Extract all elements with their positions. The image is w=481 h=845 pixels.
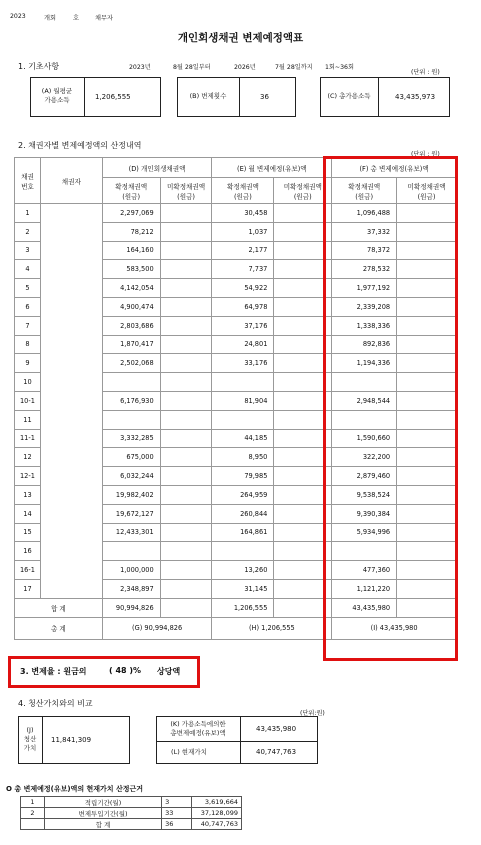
row-d-confirmed: 3,332,285 <box>102 429 160 448</box>
row-f-confirmed: 1,096,488 <box>332 204 397 223</box>
row-d-unconfirmed <box>160 523 212 542</box>
row-d-confirmed: 675,000 <box>102 448 160 467</box>
section2-heading: 2. 채권자별 변제예정액의 산정내역 <box>18 141 142 150</box>
sub-principal: (원금) <box>293 192 312 201</box>
row-d-unconfirmed <box>160 354 212 373</box>
total-g: (G) 90,994,826 <box>102 617 212 639</box>
pv-row-months: 3 <box>162 797 192 808</box>
col-creditor-header: 채권자 <box>40 158 102 204</box>
sub-header-d-confirmed <box>102 178 160 204</box>
total-label: 총 계 <box>15 617 103 639</box>
j-value: 11,841,309 <box>51 736 92 744</box>
subtotal-f: 43,435,980 <box>332 598 397 617</box>
row-d-unconfirmed <box>160 222 212 241</box>
c-value: 43,435,973 <box>395 93 436 101</box>
row-f-confirmed: 1,338,336 <box>332 316 397 335</box>
row-e-confirmed: 8,950 <box>212 448 274 467</box>
pv-total-label: 합 계 <box>44 819 161 830</box>
row-creditor <box>40 467 102 486</box>
header-ho: 호 <box>73 15 79 22</box>
col-f-header: (F) 총 변제예정(유보)액 <box>332 158 457 178</box>
col-e-header: (E) 월 변제예정(유보)액 <box>212 158 332 178</box>
row-d-confirmed <box>102 542 160 561</box>
row-creditor <box>40 485 102 504</box>
row-d-unconfirmed <box>160 467 212 486</box>
period-start-date: 8월 28일부터 <box>173 64 211 71</box>
a-label-line2: 가용소득 <box>44 96 70 104</box>
row-e-confirmed: 2,177 <box>212 241 274 260</box>
present-value-table <box>20 796 242 830</box>
row-f-confirmed: 2,948,544 <box>332 391 397 410</box>
row-f-confirmed: 322,200 <box>332 448 397 467</box>
row-creditor <box>40 316 102 335</box>
l-value: 40,747,763 <box>256 748 297 756</box>
k-label <box>157 720 239 738</box>
sub-unconfirmed: 미확정채권액 <box>407 182 446 191</box>
row-d-unconfirmed <box>160 260 212 279</box>
row-no: 8 <box>15 335 41 354</box>
row-f-confirmed: 2,879,460 <box>332 467 397 486</box>
row-no: 9 <box>15 354 41 373</box>
section1-heading: 1. 기초사항 <box>18 62 60 71</box>
row-creditor <box>40 222 102 241</box>
repayment-rate-suffix: 상당액 <box>157 667 181 676</box>
row-d-confirmed <box>102 373 160 392</box>
row-f-confirmed: 78,372 <box>332 241 397 260</box>
row-e-confirmed: 30,458 <box>212 204 274 223</box>
row-d-confirmed: 12,433,301 <box>102 523 160 542</box>
row-d-unconfirmed <box>160 316 212 335</box>
header-year: 2023 <box>10 13 26 20</box>
row-d-unconfirmed <box>160 297 212 316</box>
a-label-line1: (A) 월평균 <box>41 87 73 95</box>
section5-heading: O 총 변제예정(유보)액의 현재가치 산정근거 <box>6 785 144 793</box>
pv-row-label: 변제투입기간(월) <box>44 808 161 819</box>
row-no: 15 <box>15 523 41 542</box>
row-e-confirmed: 31,145 <box>212 579 274 598</box>
row-e-confirmed: 13,260 <box>212 561 274 580</box>
row-e-confirmed: 81,904 <box>212 391 274 410</box>
k-label-line1: (K) 가용소득에의한 <box>170 720 226 728</box>
row-creditor <box>40 504 102 523</box>
col-no-line2: 번호 <box>21 182 34 191</box>
row-e-confirmed: 33,176 <box>212 354 274 373</box>
row-e-confirmed <box>212 542 274 561</box>
k-label-line2: 총변제예정(유보)액 <box>170 729 226 737</box>
row-creditor <box>40 542 102 561</box>
row-d-unconfirmed <box>160 579 212 598</box>
row-creditor <box>40 297 102 316</box>
total-i: (I) 43,435,980 <box>332 617 457 639</box>
row-e-confirmed: 7,737 <box>212 260 274 279</box>
row-d-confirmed: 2,803,686 <box>102 316 160 335</box>
row-d-confirmed: 2,348,897 <box>102 579 160 598</box>
row-f-confirmed: 9,538,524 <box>332 485 397 504</box>
row-creditor <box>40 579 102 598</box>
row-d-confirmed: 4,142,054 <box>102 279 160 298</box>
subtotal-e: 1,206,555 <box>212 598 274 617</box>
row-d-unconfirmed <box>160 204 212 223</box>
row-no: 7 <box>15 316 41 335</box>
row-no: 1 <box>15 204 41 223</box>
row-no: 10 <box>15 373 41 392</box>
row-no: 2 <box>15 222 41 241</box>
repayment-rate-value: ( 48 )% <box>109 666 142 675</box>
subtotal-label: 합 계 <box>15 598 103 617</box>
section4-heading: 4. 청산가치와의 비교 <box>18 699 93 708</box>
row-no: 17 <box>15 579 41 598</box>
row-f-confirmed: 1,194,336 <box>332 354 397 373</box>
row-e-confirmed: 24,801 <box>212 335 274 354</box>
box-a <box>30 77 161 117</box>
row-creditor <box>40 241 102 260</box>
row-e-confirmed: 1,037 <box>212 222 274 241</box>
row-d-unconfirmed <box>160 429 212 448</box>
row-d-unconfirmed <box>160 448 212 467</box>
row-no: 12-1 <box>15 467 41 486</box>
c-label: (C) 총가용소득 <box>327 92 371 100</box>
row-no: 6 <box>15 297 41 316</box>
divider <box>42 717 43 763</box>
sub-confirmed: 확정채권액 <box>348 182 381 191</box>
row-no: 10-1 <box>15 391 41 410</box>
row-f-confirmed: 5,934,996 <box>332 523 397 542</box>
row-e-confirmed: 164,861 <box>212 523 274 542</box>
section2-unit: (단위 : 원) <box>411 151 440 158</box>
row-d-confirmed: 2,297,069 <box>102 204 160 223</box>
row-creditor <box>40 260 102 279</box>
row-creditor <box>40 373 102 392</box>
box-kl <box>156 716 318 764</box>
row-creditor <box>40 561 102 580</box>
row-creditor <box>40 335 102 354</box>
page-title: 개인회생채권 변제예정액표 <box>177 32 304 44</box>
divider <box>157 741 317 742</box>
row-e-confirmed: 54,922 <box>212 279 274 298</box>
sub-header-e-confirmed <box>212 178 274 204</box>
row-f-confirmed: 37,332 <box>332 222 397 241</box>
row-d-unconfirmed <box>160 485 212 504</box>
subtotal-d-unconfirmed <box>160 598 212 617</box>
row-no: 3 <box>15 241 41 260</box>
row-creditor <box>40 448 102 467</box>
pv-total-months: 36 <box>162 819 192 830</box>
row-no: 11-1 <box>15 429 41 448</box>
pv-row <box>21 808 242 819</box>
box-j <box>18 716 130 764</box>
sub-confirmed: 확정채권액 <box>227 182 259 191</box>
row-e-confirmed: 260,844 <box>212 504 274 523</box>
row-d-unconfirmed <box>160 373 212 392</box>
pv-row <box>21 797 242 808</box>
k-value: 43,435,980 <box>256 725 297 733</box>
rounds: 1회~36회 <box>325 64 354 71</box>
pv-row-no: 2 <box>21 808 45 819</box>
row-f-confirmed: 477,360 <box>332 561 397 580</box>
row-creditor <box>40 391 102 410</box>
row-d-unconfirmed <box>160 561 212 580</box>
row-d-confirmed <box>102 410 160 429</box>
row-f-confirmed: 2,339,208 <box>332 297 397 316</box>
period-end-year: 2026년 <box>234 64 256 71</box>
col-no-line1: 채권 <box>21 172 34 181</box>
row-d-confirmed: 2,502,068 <box>102 354 160 373</box>
divider <box>378 78 379 116</box>
j-label-line1: (J) <box>26 726 34 734</box>
j-label-line3: 가치 <box>23 744 37 752</box>
row-no: 13 <box>15 485 41 504</box>
row-creditor <box>40 523 102 542</box>
row-f-confirmed: 892,836 <box>332 335 397 354</box>
row-d-unconfirmed <box>160 391 212 410</box>
section1-unit: (단위 : 원) <box>411 69 440 76</box>
sub-unconfirmed: 미확정채권액 <box>283 182 322 191</box>
period-end-date: 7월 28일까지 <box>275 64 313 71</box>
row-d-confirmed: 1,870,417 <box>102 335 160 354</box>
sub-principal: (원금) <box>417 192 436 201</box>
total-h: (H) 1,206,555 <box>212 617 332 639</box>
row-d-confirmed: 19,982,402 <box>102 485 160 504</box>
row-d-confirmed: 1,000,000 <box>102 561 160 580</box>
a-value: 1,206,555 <box>95 93 131 101</box>
divider <box>84 78 85 116</box>
repayment-rate-label: 3. 변제율 : 원금의 <box>20 667 87 676</box>
section4-unit: (단위:원) <box>300 710 325 717</box>
sub-confirmed: 확정채권액 <box>115 182 148 191</box>
row-no: 16-1 <box>15 561 41 580</box>
a-label <box>31 87 83 105</box>
divider <box>240 717 241 763</box>
row-d-confirmed: 6,176,930 <box>102 391 160 410</box>
col-d-header: (D) 개인회생채권액 <box>102 158 212 178</box>
b-value: 36 <box>260 93 269 101</box>
j-label-line2: 청산 <box>23 735 37 743</box>
row-no: 12 <box>15 448 41 467</box>
row-f-confirmed: 1,590,660 <box>332 429 397 448</box>
sub-principal: (원금) <box>122 192 141 201</box>
pv-row-months: 33 <box>162 808 192 819</box>
row-d-confirmed: 4,900,474 <box>102 297 160 316</box>
sub-unconfirmed: 미확정채권액 <box>166 182 206 191</box>
col-no-header <box>15 158 41 204</box>
row-d-unconfirmed <box>160 335 212 354</box>
sub-principal: (원금) <box>233 192 252 201</box>
row-d-unconfirmed <box>160 279 212 298</box>
pv-row-value: 3,619,664 <box>192 797 242 808</box>
highlight-total-column <box>323 156 458 661</box>
row-no: 4 <box>15 260 41 279</box>
pv-row-no: 1 <box>21 797 45 808</box>
header-debtor: 채무자 <box>95 15 113 22</box>
row-f-confirmed: 278,532 <box>332 260 397 279</box>
pv-total-value: 40,747,763 <box>192 819 242 830</box>
row-d-confirmed: 164,160 <box>102 241 160 260</box>
header-case: 개회 <box>44 15 56 22</box>
box-c <box>320 77 450 117</box>
row-no: 11 <box>15 410 41 429</box>
b-label: (B) 변제횟수 <box>189 92 227 100</box>
row-d-unconfirmed <box>160 542 212 561</box>
row-d-unconfirmed <box>160 241 212 260</box>
pv-row-label: 적립기간(월) <box>44 797 161 808</box>
row-creditor <box>40 354 102 373</box>
l-label: (L) 현재가치 <box>171 748 207 756</box>
row-e-confirmed: 79,985 <box>212 467 274 486</box>
row-d-confirmed: 6,032,244 <box>102 467 160 486</box>
row-creditor <box>40 204 102 223</box>
row-d-confirmed: 19,672,127 <box>102 504 160 523</box>
row-no: 14 <box>15 504 41 523</box>
row-creditor <box>40 410 102 429</box>
j-label <box>19 726 41 753</box>
row-d-unconfirmed <box>160 504 212 523</box>
box-b <box>177 77 296 117</box>
row-no: 16 <box>15 542 41 561</box>
pv-row-value: 37,128,099 <box>192 808 242 819</box>
row-f-confirmed: 1,121,220 <box>332 579 397 598</box>
divider <box>239 78 240 116</box>
row-e-confirmed <box>212 410 274 429</box>
sub-principal: (원금) <box>177 192 196 201</box>
subtotal-d: 90,994,826 <box>102 598 160 617</box>
row-e-confirmed: 64,978 <box>212 297 274 316</box>
row-e-confirmed: 37,176 <box>212 316 274 335</box>
row-creditor <box>40 279 102 298</box>
period-start-year: 2023년 <box>129 64 151 71</box>
row-d-confirmed: 583,500 <box>102 260 160 279</box>
row-e-confirmed: 44,185 <box>212 429 274 448</box>
row-e-confirmed: 264,959 <box>212 485 274 504</box>
row-e-confirmed <box>212 373 274 392</box>
row-d-unconfirmed <box>160 410 212 429</box>
row-creditor <box>40 429 102 448</box>
sub-header-d-unconfirmed <box>160 178 212 204</box>
row-d-confirmed: 78,212 <box>102 222 160 241</box>
row-no: 5 <box>15 279 41 298</box>
row-f-confirmed: 9,390,384 <box>332 504 397 523</box>
pv-total-no <box>21 819 45 830</box>
sub-principal: (원금) <box>355 192 374 201</box>
row-f-confirmed: 1,977,192 <box>332 279 397 298</box>
